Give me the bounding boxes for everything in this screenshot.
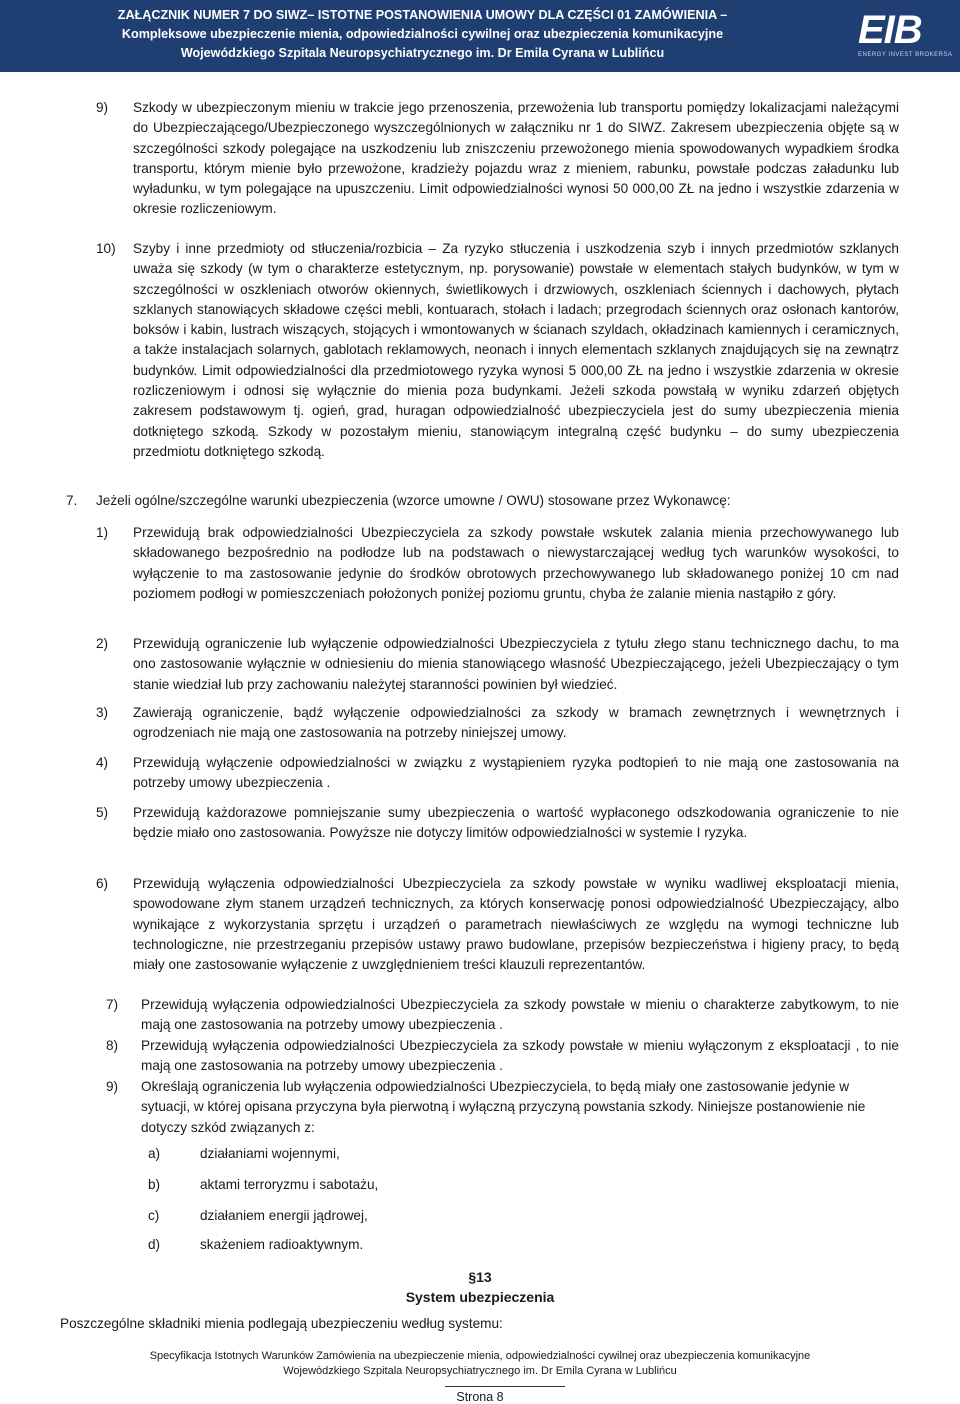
item-a-9-text: Szkody w ubezpieczonym mieniu w trakcie jego przenoszenia, przewożenia lub transportu pomiędzy lokalizacjami należącymi do Ubezpieczającego/Ubezpieczonego wyszczególnionych w załączniku nr 1 do SIWZ. Zakresem ubezpieczenia objęte są w szczególności szkody polegające na uszkodzeniu lub zniszczeniu przewożonego mienia spowodowanych wypadkiem środka transportu, którym mienie było przewożone, kradzieży pojazdu wraz z mieniem, rabunku, powstałe podczas załadunku lub wyładunku, w tym polegające na upuszczeniu. Limit odpowiedzialności wynosi 50 000,00 ZŁ na jedno i wszystkie zdarzenia w okresie rozliczeniowym. [133, 100, 899, 217]
item-b-9-text: Określają ograniczenia lub wyłączenia odpowiedzialności Ubezpieczyciela, to będą miały one zastosowanie jedynie w sytuacji, w której opisana przyczyna była pierwotną i wyłączną przyczyną powstania szkody. Niniejsze postanowienie nie dotyczy szkód związanych z: [141, 1079, 866, 1135]
item-b-8-text: Przewidują wyłączenia odpowiedzialności Ubezpieczyciela za szkody powstałe w mieniu wyłączonym z eksploatacji , to nie mają one zastosowania na potrzeby umowy ubezpieczenia . [141, 1038, 899, 1074]
closing-sentence: Poszczególne składniki mienia podlegają ubezpieczeniu według systemu: [60, 1316, 503, 1331]
item-b-7-text: Przewidują wyłączenia odpowiedzialności Ubezpieczyciela za szkody powstałe w mieniu o charakterze zabytkowym, to nie mają one zastosowania na potrzeby umowy ubezpieczenia . [141, 997, 899, 1033]
section-number: §13 [468, 1269, 492, 1285]
item-b-4-number: 4) [96, 755, 109, 770]
subitem-d-letter: d) [148, 1237, 161, 1252]
header-line-3: Wojewódzkiego Szpitala Neuropsychiatrycznego im. Dr Emila Cyrana w Lublińcu [180, 46, 665, 60]
point-7-text: Jeżeli ogólne/szczególne warunki ubezpieczenia (wzorce umowne / OWU) stosowane przez Wykonawcę: [96, 493, 731, 508]
header-title [0, 6, 845, 63]
subitem-b-text: aktami terroryzmu i sabotażu, [200, 1177, 379, 1192]
subitem-c-letter: c) [148, 1208, 160, 1223]
logo-subtitle: ENERGY INVEST BROKERSA [858, 52, 953, 58]
subitem-c-text: działaniem energii jądrowej, [200, 1208, 368, 1223]
header-line-1: ZAŁĄCZNIK NUMER 7 DO SIWZ– ISTOTNE POSTANOWIENIA UMOWY DLA CZĘŚCI 01 ZAMÓWIENIA – [117, 8, 728, 22]
item-b-6-number: 6) [96, 876, 109, 891]
subitem-b-letter: b) [148, 1177, 161, 1192]
item-b-2-text: Przewidują ograniczenie lub wyłączenie odpowiedzialności Ubezpieczyciela z tytułu złego stanu technicznego dachu, to ma ono zastosowanie wyłącznie w odniesieniu do mienia stanowiącego własność Ubezpieczającego, jeżeli Ubezpieczający o tym stanie wiedział lub przy zachowaniu należytej staranności powinien był wiedzieć. [133, 636, 899, 692]
item-b-1-text: Przewidują brak odpowiedzialności Ubezpieczyciela za szkody powstałe wskutek zalania mienia przechowywanego lub składowanego bezpośrednio na podłodze lub na podstawach o niewystarczającej według tych warunków wysokości, to wyłączenie to ma zastosowanie jedynie do środków obrotowych przechowywanego lub składowanego poniżej 10 cm nad poziomem podłogi w pomieszczeniach położonych poniżej poziomu gruntu, chyba że zalanie mienia nastąpiło z góry. [133, 525, 899, 601]
footer-divider [445, 1386, 565, 1387]
item-b-5-number: 5) [96, 805, 109, 820]
item-b-1-number: 1) [96, 525, 109, 540]
subitem-a-text: działaniami wojennymi, [200, 1146, 340, 1161]
subitem-a-letter: a) [148, 1146, 161, 1161]
page-number: Strona 8 [456, 1390, 504, 1404]
header-line-2: Kompleksowe ubezpieczenie mienia, odpowiedzialności cywilnej oraz ubezpieczenia komunikacyjne [121, 27, 724, 41]
point-7-number: 7. [66, 493, 78, 508]
item-a-10-text: Szyby i inne przedmioty od stłuczenia/rozbicia – Za ryzyko stłuczenia i uszkodzenia szyb i innych przedmiotów szklanych uważa się szkody (w tym o charakterze estetycznym, np. porysowanie) powstałe w elementach stałych budynków, w tym w szczególności w oszkleniach otworów okiennych, świetlikowych i drzwiowych, oszkleniach ściennych i dachowych, płytach szklanych stanowiących składowe części mebli, kontuarach, stołach i ladach; przegrodach ściennych oraz osłonach kantorów, boksów i kabin, lustrach wiszących, stojących i wmontowanych w ścianach szyldach, okładzinach kamiennych i ceramicznych, a także instalacjach solarnych, gablotach reklamowych, neonach i innych elementach szklanych znajdujących się na zewnątrz budynków. Limit odpowiedzialności dla przedmiotowego ryzyka wynosi 5 000,00 ZŁ na jedno i wszystkie zdarzenia w okresie rozliczeniowym i odnosi się wyłącznie do mienia poza budynkami. Jeżeli szkoda powstałą w wyniku zdarzeń objętych zakresem podstawowym tj. ogień, grad, huragan odpowiedzialność ubezpieczyciela jest do sumy ubezpieczenia mienia dotkniętego szkodą. Szkody w pozostałym mieniu, stanowiącym integralną część budynku – do sumy ubezpieczenia przedmiotu dotkniętego szkodą. [133, 241, 899, 459]
item-b-8-number: 8) [106, 1038, 119, 1053]
item-b-9-number: 9) [106, 1079, 119, 1094]
item-b-6-text: Przewidują wyłączenia odpowiedzialności Ubezpieczyciela za szkody powstałe w wyniku wadliwej eksploatacji mienia, spowodowane złym stanem urządzeń technicznych, za których konserwację ponosi odpowiedzialność Ubezpieczający, albo wynikające z wykorzystania sprzętu i urządzeń o parametrach niewłaściwych ze względu na wymogi techniczne lub technologiczne, nie przestrzeganiu przepisów ustawy prawo budowlane, przepisów bezpieczeństwa i higieny pracy, to będą miały one zastosowanie wyłączenie z uwzględnieniem treści klauzuli reprezentantów. [133, 876, 899, 973]
item-b-5-text: Przewidują każdorazowe pomniejszanie sumy ubezpieczenia o wartość wypłaconego odszkodowania ograniczenie to nie będzie miało ono zastosowania. Powyższe nie dotyczy limitów odpowiedzialności w systemie I ryzyka. [133, 805, 899, 841]
eib-logo [858, 8, 953, 62]
subitem-d-text: skażeniem radioaktywnym. [200, 1237, 364, 1252]
footer-line-1: Specyfikacja Istotnych Warunków Zamówienia na ubezpieczenie mienia, odpowiedzialności cywilnej oraz ubezpieczenia komunikacyjne [149, 1350, 811, 1362]
item-a-9-number: 9) [96, 100, 109, 115]
item-a-10-number: 10) [96, 241, 116, 256]
section-title: System ubezpieczenia [405, 1289, 555, 1305]
item-b-2-number: 2) [96, 636, 109, 651]
item-b-3-number: 3) [96, 705, 109, 720]
page-header [0, 0, 960, 72]
logo-letters: EIB [858, 8, 922, 52]
item-b-3-text: Zawierają ograniczenie, bądź wyłączenie odpowiedzialności za szkody w bramach zewnętrznych i wewnętrznych i ogrodzeniach nie mają one zastosowania na potrzeby niniejszej umowy. [133, 705, 899, 741]
footer-line-2: Wojewódzkiego Szpitala Neuropsychiatrycznego im. Dr Emila Cyrana w Lublińcu [283, 1365, 677, 1377]
item-b-7-number: 7) [106, 997, 119, 1012]
item-b-4-text: Przewidują wyłączenie odpowiedzialności w związku z wystąpieniem ryzyka podtopień to nie mają one zastosowania na potrzeby umowy ubezpieczenia . [133, 755, 899, 791]
